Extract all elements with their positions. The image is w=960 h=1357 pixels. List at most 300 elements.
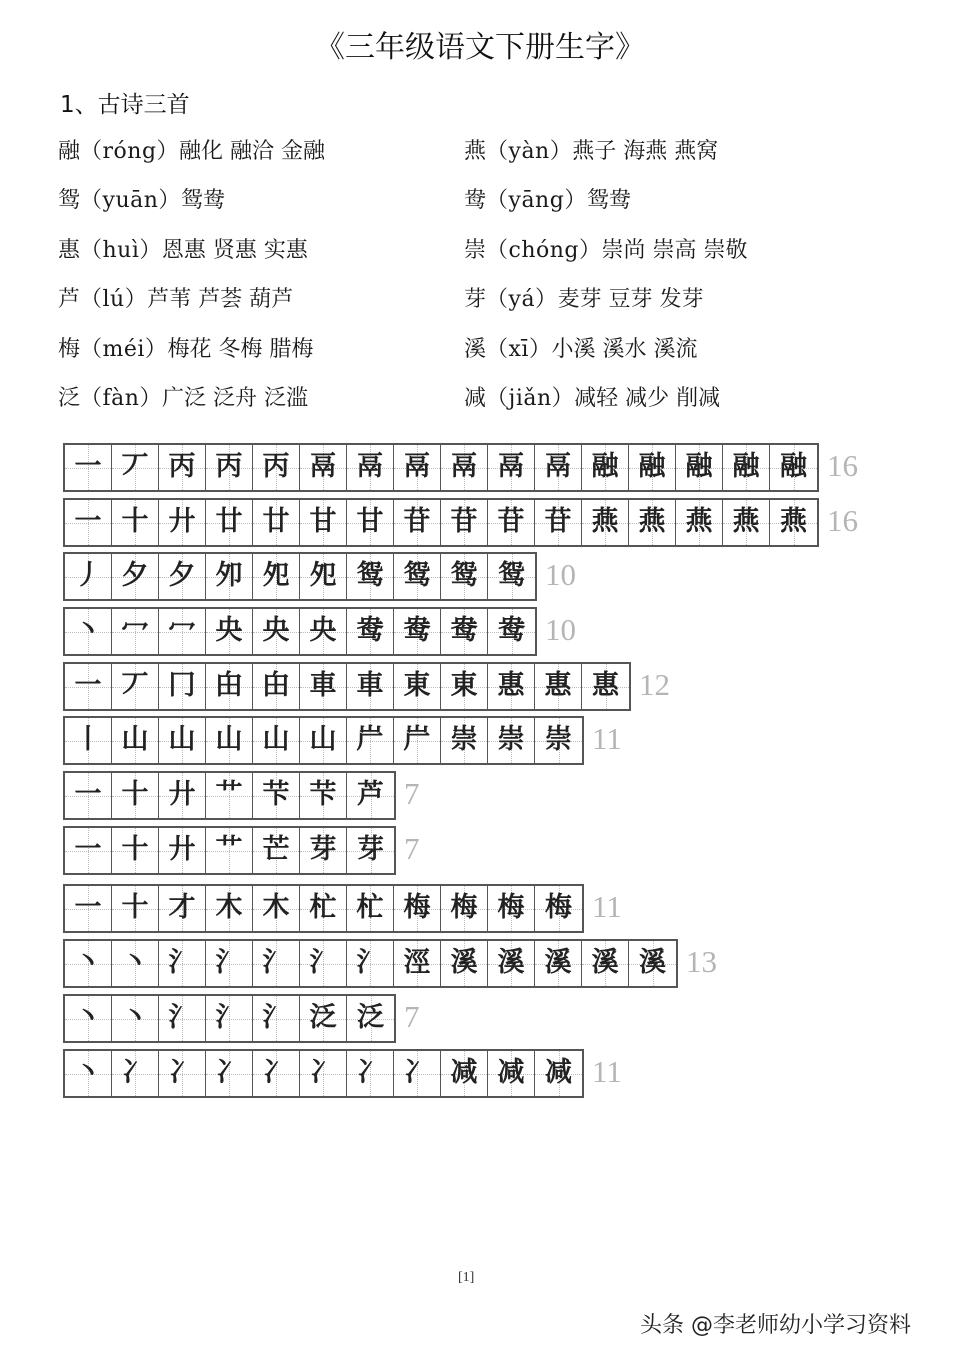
- stroke-step: 山: [262, 724, 290, 755]
- stroke-step: 芽: [309, 834, 337, 865]
- stroke-step: 苷: [497, 506, 525, 537]
- stroke-cell: [535, 886, 582, 931]
- stroke-step: 冖: [168, 615, 196, 646]
- stroke-cell: [347, 773, 394, 818]
- stroke-count: 12: [639, 667, 670, 702]
- stroke-cell: [112, 718, 159, 763]
- stroke-cell: [65, 445, 112, 490]
- vocab-words: 鸳鸯: [180, 188, 225, 214]
- stroke-cell: [65, 500, 112, 545]
- stroke-step: 央: [262, 615, 290, 646]
- tianzige-cells: [63, 1049, 584, 1098]
- stroke-row: [63, 607, 576, 656]
- stroke-row: [63, 771, 420, 820]
- stroke-step: 丨: [74, 724, 102, 755]
- stroke-step: 融: [638, 451, 666, 482]
- stroke-cell: [300, 828, 347, 873]
- stroke-step: 减: [545, 1057, 572, 1088]
- stroke-cell: [347, 886, 394, 931]
- vocab-words: 广泛 泛舟 泛滥: [161, 385, 308, 411]
- stroke-step: 廾: [168, 506, 196, 537]
- stroke-cell: [159, 941, 206, 986]
- stroke-cell: [300, 554, 347, 599]
- stroke-step: 東: [450, 670, 478, 701]
- vocab-item: [464, 280, 748, 329]
- tianzige-cells: [63, 662, 631, 711]
- stroke-cell: [300, 1051, 347, 1096]
- stroke-cell: [347, 445, 394, 490]
- stroke-step: 丆: [121, 670, 149, 701]
- stroke-cell: [347, 828, 394, 873]
- stroke-cell: [582, 941, 629, 986]
- stroke-step: 溪: [497, 947, 525, 978]
- stroke-step: 鸯: [450, 615, 478, 646]
- stroke-step: 丙: [262, 451, 290, 482]
- stroke-cell: [65, 609, 112, 654]
- stroke-step: 車: [356, 670, 384, 701]
- stroke-cell: [535, 941, 582, 986]
- stroke-cell: [488, 886, 535, 931]
- vocab-char: 减: [464, 385, 487, 411]
- stroke-cell: [112, 664, 159, 709]
- stroke-step: 梅: [450, 892, 478, 923]
- stroke-cell: [488, 718, 535, 763]
- stroke-step: 廾: [168, 779, 196, 810]
- stroke-step: 芒: [262, 834, 290, 865]
- stroke-cell: [112, 941, 159, 986]
- stroke-step: 一: [74, 779, 102, 810]
- stroke-step: 苷: [403, 506, 431, 537]
- stroke-cell: [488, 554, 535, 599]
- stroke-cell: [488, 445, 535, 490]
- stroke-step: 崇: [497, 724, 525, 755]
- vocab-pinyin: （yá）: [486, 287, 558, 313]
- stroke-cell: [300, 445, 347, 490]
- stroke-step: 氵: [262, 947, 290, 978]
- stroke-cell: [65, 996, 112, 1041]
- stroke-step: 山: [215, 724, 243, 755]
- stroke-cell: [300, 664, 347, 709]
- vocab-words: 小溪 溪水 溪流: [551, 336, 698, 362]
- stroke-step: 一: [74, 451, 102, 482]
- stroke-step: 冫: [262, 1057, 290, 1088]
- stroke-step: 燕: [732, 506, 760, 537]
- stroke-step: 融: [732, 451, 760, 482]
- stroke-step: 丙: [215, 451, 243, 482]
- stroke-cell: [441, 500, 488, 545]
- stroke-cell: [347, 996, 394, 1041]
- stroke-step: 梅: [497, 892, 525, 923]
- stroke-count: 7: [404, 776, 420, 811]
- stroke-cell: [159, 554, 206, 599]
- stroke-cell: [394, 1051, 441, 1096]
- vocab-char: 梅: [58, 336, 81, 362]
- vocab-item: [464, 379, 748, 428]
- tianzige-cells: [63, 498, 819, 547]
- stroke-step: 甘: [309, 506, 337, 537]
- stroke-step: 溪: [544, 947, 572, 978]
- stroke-step: 泛: [357, 1002, 384, 1033]
- stroke-cell: [300, 773, 347, 818]
- vocab-item: [58, 280, 325, 329]
- vocab-pinyin: （yàn）: [486, 139, 573, 164]
- vocab-item: [464, 231, 748, 280]
- stroke-step: 鬲: [309, 451, 337, 482]
- stroke-cell: [629, 445, 676, 490]
- vocab-words: 燕子 海燕 燕窝: [572, 139, 719, 164]
- stroke-cell: [441, 886, 488, 931]
- stroke-step: 十: [121, 779, 149, 810]
- stroke-step: 泛: [309, 1002, 337, 1033]
- stroke-cell: [159, 500, 206, 545]
- stroke-step: 十: [121, 892, 149, 923]
- stroke-cell: [206, 828, 253, 873]
- stroke-step: 鸳: [450, 560, 478, 591]
- vocab-list-left: [58, 132, 325, 428]
- stroke-cell: [347, 941, 394, 986]
- stroke-cell: [629, 500, 676, 545]
- stroke-cell: [253, 828, 300, 873]
- stroke-cell: [300, 941, 347, 986]
- stroke-step: 鸯: [498, 615, 525, 646]
- stroke-cell: [65, 554, 112, 599]
- stroke-cell: [535, 500, 582, 545]
- stroke-step: 鬲: [403, 451, 431, 482]
- stroke-step: 一: [74, 506, 102, 537]
- stroke-step: 才: [168, 892, 196, 923]
- stroke-step: 燕: [591, 506, 619, 537]
- stroke-cell: [535, 445, 582, 490]
- stroke-step: 山: [121, 724, 149, 755]
- stroke-step: 减: [497, 1057, 525, 1088]
- section-heading: 1、古诗三首: [60, 92, 190, 118]
- stroke-row: [63, 826, 420, 875]
- watermark: 头条 @李老师幼小学习资料: [640, 1313, 911, 1338]
- vocab-char: 鸳: [58, 188, 81, 214]
- stroke-count: 10: [545, 612, 576, 647]
- stroke-step: 燕: [638, 506, 666, 537]
- vocab-words: 融化 融洽 金融: [179, 139, 326, 164]
- stroke-cell: [206, 886, 253, 931]
- vocab-char: 溪: [464, 336, 487, 362]
- stroke-count: 7: [404, 831, 420, 866]
- stroke-step: 氵: [168, 947, 196, 978]
- stroke-step: 丶: [121, 947, 149, 978]
- tianzige-cells: [63, 443, 819, 492]
- stroke-step: 芐: [309, 779, 337, 810]
- stroke-cell: [629, 941, 676, 986]
- stroke-count: 16: [827, 503, 858, 538]
- stroke-row: [63, 552, 576, 601]
- stroke-cell: [300, 996, 347, 1041]
- stroke-cell: [347, 500, 394, 545]
- stroke-step: 减: [450, 1057, 478, 1088]
- stroke-row: [63, 498, 858, 547]
- vocab-char: 惠: [58, 237, 81, 263]
- stroke-row: [63, 716, 622, 765]
- vocab-item: [464, 330, 748, 379]
- stroke-step: 崇: [545, 724, 572, 755]
- stroke-cell: [394, 554, 441, 599]
- stroke-cell: [65, 941, 112, 986]
- stroke-row: [63, 662, 670, 711]
- stroke-cell: [441, 941, 488, 986]
- stroke-step: 冫: [356, 1057, 384, 1088]
- stroke-cell: [535, 718, 582, 763]
- stroke-cell: [770, 500, 817, 545]
- vocab-char: 泛: [58, 385, 81, 411]
- stroke-count: 11: [592, 721, 622, 756]
- stroke-cell: [65, 1051, 112, 1096]
- stroke-step: 木: [215, 892, 243, 923]
- stroke-cell: [159, 773, 206, 818]
- stroke-cell: [159, 664, 206, 709]
- vocab-item: [464, 181, 748, 230]
- stroke-step: 甶: [262, 670, 290, 701]
- stroke-cell: [488, 500, 535, 545]
- stroke-step: 冫: [121, 1057, 149, 1088]
- stroke-cell: [206, 664, 253, 709]
- stroke-step: 崇: [450, 724, 478, 755]
- stroke-count: 16: [827, 448, 858, 483]
- stroke-step: 芦: [357, 779, 384, 810]
- stroke-step: 丆: [121, 451, 149, 482]
- stroke-cell: [676, 445, 723, 490]
- stroke-step: 十: [121, 506, 149, 537]
- stroke-step: 鸳: [498, 560, 525, 591]
- vocab-pinyin: （jiǎn）: [486, 385, 575, 411]
- stroke-row: [63, 443, 858, 492]
- stroke-step: 鬲: [497, 451, 525, 482]
- vocab-item: [464, 132, 748, 181]
- stroke-step: 艹: [215, 834, 243, 865]
- stroke-cell: [394, 500, 441, 545]
- stroke-cell: [300, 609, 347, 654]
- stroke-cell: [582, 664, 629, 709]
- stroke-cell: [441, 664, 488, 709]
- stroke-cell: [206, 500, 253, 545]
- stroke-step: 燕: [780, 506, 807, 537]
- vocab-pinyin: （yuān）: [80, 188, 181, 214]
- stroke-cell: [347, 1051, 394, 1096]
- stroke-step: 燕: [685, 506, 713, 537]
- stroke-cell: [253, 996, 300, 1041]
- stroke-cell: [65, 886, 112, 931]
- vocab-words: 崇尚 崇高 崇敬: [601, 237, 748, 263]
- stroke-cell: [441, 609, 488, 654]
- stroke-step: 鬲: [544, 451, 572, 482]
- stroke-step: 廿: [262, 506, 290, 537]
- stroke-cell: [159, 996, 206, 1041]
- stroke-step: 鸯: [356, 615, 384, 646]
- vocab-char: 鸯: [464, 188, 487, 214]
- tianzige-cells: [63, 552, 537, 601]
- stroke-step: 夘: [215, 560, 243, 591]
- stroke-step: 丶: [74, 947, 102, 978]
- stroke-step: 艹: [215, 779, 243, 810]
- stroke-count: 13: [686, 944, 717, 979]
- stroke-cell: [112, 996, 159, 1041]
- stroke-cell: [300, 500, 347, 545]
- stroke-step: 苷: [450, 506, 478, 537]
- stroke-step: 氵: [215, 1002, 243, 1033]
- stroke-step: 鬲: [450, 451, 478, 482]
- stroke-cell: [206, 718, 253, 763]
- stroke-cell: [441, 445, 488, 490]
- stroke-count: 10: [545, 557, 576, 592]
- stroke-step: 鸯: [403, 615, 431, 646]
- stroke-cell: [159, 886, 206, 931]
- stroke-step: 惠: [497, 670, 525, 701]
- vocab-list-right: [464, 132, 748, 428]
- stroke-cell: [206, 1051, 253, 1096]
- stroke-cell: [112, 445, 159, 490]
- stroke-step: 芽: [357, 834, 384, 865]
- stroke-cell: [253, 773, 300, 818]
- stroke-cell: [394, 718, 441, 763]
- stroke-cell: [723, 445, 770, 490]
- stroke-cell: [112, 1051, 159, 1096]
- stroke-step: 冫: [215, 1057, 243, 1088]
- stroke-cell: [159, 828, 206, 873]
- stroke-step: 氵: [356, 947, 384, 978]
- stroke-count: 11: [592, 1054, 622, 1089]
- stroke-cell: [159, 609, 206, 654]
- stroke-cell: [206, 773, 253, 818]
- tianzige-cells: [63, 607, 537, 656]
- vocab-words: 鸳鸯: [586, 188, 631, 214]
- stroke-step: 甘: [356, 506, 384, 537]
- tianzige-cells: [63, 716, 584, 765]
- stroke-cell: [112, 609, 159, 654]
- stroke-step: 杧: [309, 892, 337, 923]
- stroke-cell: [253, 500, 300, 545]
- stroke-step: 央: [309, 615, 337, 646]
- stroke-step: 十: [121, 834, 149, 865]
- vocab-item: [58, 330, 325, 379]
- tianzige-cells: [63, 771, 396, 820]
- stroke-step: 冫: [403, 1057, 431, 1088]
- stroke-cell: [394, 609, 441, 654]
- stroke-step: 丶: [74, 615, 102, 646]
- stroke-count: 7: [404, 999, 420, 1034]
- stroke-cell: [253, 886, 300, 931]
- stroke-cell: [535, 1051, 582, 1096]
- stroke-step: 鸳: [356, 560, 384, 591]
- stroke-step: 氵: [168, 1002, 196, 1033]
- page-number: [1]: [458, 1270, 475, 1285]
- vocab-words: 恩惠 贤惠 实惠: [161, 237, 308, 263]
- stroke-cell: [65, 773, 112, 818]
- stroke-cell: [159, 718, 206, 763]
- stroke-cell: [582, 500, 629, 545]
- stroke-cell: [441, 554, 488, 599]
- stroke-cell: [253, 664, 300, 709]
- stroke-cell: [65, 664, 112, 709]
- stroke-cell: [488, 1051, 535, 1096]
- stroke-step: 冂: [168, 670, 196, 701]
- page-title: 《三年级语文下册生字》: [315, 30, 645, 65]
- stroke-cell: [723, 500, 770, 545]
- vocab-char: 燕: [464, 139, 487, 164]
- stroke-step: 車: [309, 670, 337, 701]
- stroke-step: 芐: [262, 779, 290, 810]
- stroke-step: 融: [780, 451, 807, 482]
- stroke-step: 甶: [215, 670, 243, 701]
- stroke-step: 廾: [168, 834, 196, 865]
- stroke-step: 溪: [639, 947, 666, 978]
- stroke-step: 廿: [215, 506, 243, 537]
- stroke-step: 丶: [121, 1002, 149, 1033]
- vocab-pinyin: （yāng）: [486, 188, 587, 214]
- stroke-cell: [159, 1051, 206, 1096]
- stroke-cell: [347, 664, 394, 709]
- vocab-pinyin: （huì）: [80, 237, 162, 263]
- vocab-item: [58, 379, 325, 428]
- stroke-cell: [253, 554, 300, 599]
- tianzige-cells: [63, 994, 396, 1043]
- stroke-cell: [253, 1051, 300, 1096]
- stroke-cell: [112, 773, 159, 818]
- stroke-cell: [488, 609, 535, 654]
- stroke-step: 溪: [591, 947, 619, 978]
- stroke-cell: [347, 554, 394, 599]
- stroke-step: 苷: [544, 506, 572, 537]
- stroke-step: 融: [591, 451, 619, 482]
- stroke-cell: [206, 445, 253, 490]
- stroke-row: [63, 1049, 622, 1098]
- stroke-step: 鬲: [356, 451, 384, 482]
- stroke-step: 氵: [262, 1002, 290, 1033]
- stroke-cell: [253, 941, 300, 986]
- stroke-cell: [488, 941, 535, 986]
- tianzige-cells: [63, 826, 396, 875]
- stroke-count: 11: [592, 889, 622, 924]
- stroke-cell: [206, 996, 253, 1041]
- stroke-cell: [300, 718, 347, 763]
- stroke-step: 氵: [215, 947, 243, 978]
- stroke-step: 冫: [309, 1057, 337, 1088]
- stroke-step: 丙: [168, 451, 196, 482]
- stroke-step: 夗: [262, 560, 290, 591]
- vocab-char: 融: [58, 139, 81, 164]
- stroke-cell: [394, 886, 441, 931]
- stroke-cell: [535, 664, 582, 709]
- vocab-item: [58, 181, 325, 230]
- stroke-cell: [488, 664, 535, 709]
- stroke-step: 丶: [74, 1057, 102, 1088]
- stroke-cell: [206, 554, 253, 599]
- stroke-cell: [300, 886, 347, 931]
- stroke-step: 溪: [450, 947, 478, 978]
- stroke-step: 木: [262, 892, 290, 923]
- stroke-cell: [206, 941, 253, 986]
- stroke-cell: [159, 445, 206, 490]
- stroke-cell: [65, 718, 112, 763]
- stroke-row: [63, 939, 717, 988]
- stroke-step: 鸳: [403, 560, 431, 591]
- stroke-step: 山: [168, 724, 196, 755]
- stroke-step: 冫: [168, 1057, 196, 1088]
- stroke-cell: [253, 445, 300, 490]
- vocab-pinyin: （xī）: [486, 336, 552, 362]
- stroke-cell: [441, 718, 488, 763]
- stroke-step: 氵: [309, 947, 337, 978]
- stroke-step: 夕: [121, 560, 149, 591]
- stroke-step: 丿: [74, 560, 102, 591]
- stroke-cell: [394, 445, 441, 490]
- stroke-cell: [253, 609, 300, 654]
